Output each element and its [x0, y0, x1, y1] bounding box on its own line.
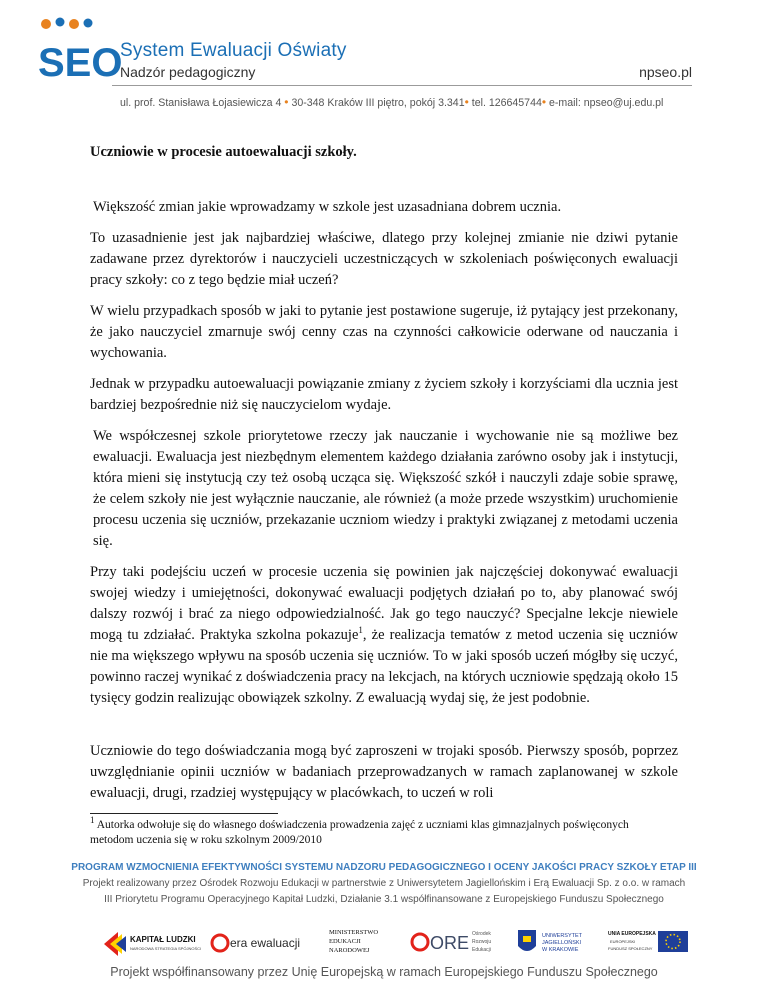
ore-line: Ośrodek	[472, 931, 491, 937]
footnote-ref[interactable]: 1	[358, 625, 363, 636]
paragraph-text: , że realizacja tematów z metod uczenia się uczniów nie ma większego wpływu na sposób uczenia się uczniów. To w jaki sposób uczeń mógłby się uczyć, powinno raczej wynikać z doświadczenia pracy na lekcjach, na których uczniowie spędzają około 15 tysięcy godzin realizując obowiązek szkolny. Z ewaluacją wydaj się, że jest podobnie.	[90, 627, 678, 706]
ore-line: Rozwoju	[472, 939, 492, 945]
cofinancing-note: Projekt współfinansowany przez Unię Europejską w ramach Europejskiego Funduszu Społecznego	[110, 965, 658, 979]
men-line: EDUKACJI	[329, 938, 361, 945]
ore-logo	[410, 922, 500, 962]
paragraph: Jednak w przypadku autoewaluacji powiązanie zmiany z życiem szkoły i korzyściami dla ucznia jest bardziej bezpośrednie niż się nauczycielom wydaje.	[90, 376, 678, 413]
program-line: III Priorytetu Programu Operacyjnego Kapitał Ludzki, Działanie 3.1 współfinansowane z Europejskiego Funduszu Społecznego	[104, 894, 664, 905]
kapital-ludzki-logo	[100, 922, 200, 962]
kl-title: KAPITAŁ LUDZKI	[130, 935, 196, 944]
kl-subtitle: NARODOWA STRATEGIA SPÓJNOŚCI	[130, 946, 202, 951]
header-title: System Ewaluacji Oświaty	[120, 40, 347, 61]
footnote	[90, 815, 650, 848]
paragraph	[90, 562, 678, 709]
document-title: Uczniowie w procesie autoewaluacji szkoły.	[90, 144, 357, 160]
ore-text: ORE	[430, 933, 470, 953]
men-line: MINISTERSTWO	[329, 929, 379, 936]
paragraph: To uzasadnienie jest jak najbardziej właściwe, dlatego przy kolejnej zmianie nie dziwi pytanie zadawane przez dyrektorów i nauczycieli uczestniczących w szkoleniach poświęconych ewaluacji pracy szkoły: co z tego będzie miał uczeń?	[90, 230, 678, 288]
header-address	[120, 95, 663, 109]
seo-logo	[36, 18, 123, 85]
document-body	[90, 142, 678, 814]
uj-logo	[512, 922, 602, 962]
uj-line: W KRAKOWIE	[542, 947, 579, 953]
partner-logos	[100, 922, 690, 962]
uj-line: JAGIELLOŃSKI	[542, 940, 582, 946]
eu-line: UNIA EUROPEJSKA	[608, 931, 656, 937]
bullet-icon: •	[541, 95, 547, 109]
eu-line: FUNDUSZ SPOŁECZNY	[608, 946, 653, 951]
paragraph: Większość zmian jakie wprowadzamy w szkole jest uzasadniana dobrem ucznia.	[93, 199, 562, 215]
header-divider	[112, 85, 692, 86]
paragraph: We współczesnej szkole priorytetowe rzeczy jak nauczanie i wychowanie nie są możliwe bez ewaluacji. Ewaluacja jest niezbędnym elementem każdego działania zarówno osoby jak i instytucji, która mieni się instytucją czy też osobą ucząca się. Większość szkół i nauczyli zdaje sobie sprawę, że celem szkoły nie jest wyłącznie nauczanie, ale również (a może przede wszystkim) uruchomienie procesu uczenia się uczniów, przekazanie uczniom wiedzy i praktyki związanej z metodami uczenia się.	[93, 428, 678, 549]
header-website[interactable]: npseo.pl	[639, 64, 692, 80]
address-phone: tel. 126645744	[471, 97, 542, 109]
address-email[interactable]: e-mail: npseo@uj.edu.pl	[549, 97, 664, 109]
eu-line: EUROPEJSKI	[610, 939, 636, 944]
era-ewaluacji-logo	[210, 922, 310, 962]
bullet-icon: •	[284, 95, 289, 109]
ore-line: Edukacji	[472, 947, 491, 953]
address-street: ul. prof. Stanisława Łojasiewicza 4	[120, 97, 282, 109]
eu-flag-icon	[658, 931, 688, 952]
paragraph-text: Przy taki podejściu uczeń w procesie uczenia się powinien jak najczęściej dokonywać ewaluacji swojej wiedzy i umiejętności, dokonywać ewaluacji podjętych działań po to, aby planować swój dalszy rozwój i brać za niego odpowiedzialność. Jak go tego nauczyć? Specjalne lekcje niewiele mogą tu zdziałać. Praktyka szkolna pokazuje	[90, 564, 678, 643]
paragraph: W wielu przypadkach sposób w jaki to pytanie jest postawione sugeruje, iż pytający jest przekonany, że jako nauczyciel zmarnuje swój cenny czas na czynności całkowicie oderwane od nauczania i wychowania.	[90, 303, 678, 361]
men-line: NARODOWEJ	[329, 947, 370, 954]
address-city: 30-348 Kraków III piętro, pokój 3.341	[291, 97, 465, 109]
program-title: PROGRAM WZMOCNIENIA EFEKTYWNOŚCI SYSTEMU NADZORU PEDAGOGICZNEGO I OCENY JAKOŚCI PRACY SZKOŁY ETAP III	[71, 862, 697, 873]
uj-line: UNIWERSYTET	[542, 933, 583, 939]
footnote-text: Autorka odwołuje się do własnego doświadczenia prowadzenia zajęć z uczniami klas gimnazjalnych poświęconych metodom uczenia się w roku szkolnym 2009/2010	[90, 819, 629, 846]
era-text: era ewaluacji	[230, 936, 301, 950]
program-line: Projekt realizowany przez Ośrodek Rozwoju Edukacji w partnerstwie z Uniwersytetem Jagiellońskim i Erą Ewaluacji Sp. z o.o. w ramach	[82, 878, 686, 889]
footnote-divider	[90, 813, 278, 814]
men-logo	[325, 922, 400, 962]
paragraph: Uczniowie do tego doświadczania mogą być zaproszeni w trojaki sposób. Pierwszy sposób, poprzez uwzględnianie opinii uczniów w badaniach przeprowadzanych w ramach zaplanowanej w szkole ewaluacji, drugi, rzadziej występujący w placówkach, to uczeń w roli	[90, 743, 678, 801]
bullet-icon: •	[464, 95, 469, 109]
seo-logo-text: SEO	[38, 41, 123, 85]
footnote-number: 1	[90, 815, 95, 826]
eu-logo	[608, 922, 690, 962]
header-subtitle: Nadzór pedagogiczny	[120, 64, 256, 80]
